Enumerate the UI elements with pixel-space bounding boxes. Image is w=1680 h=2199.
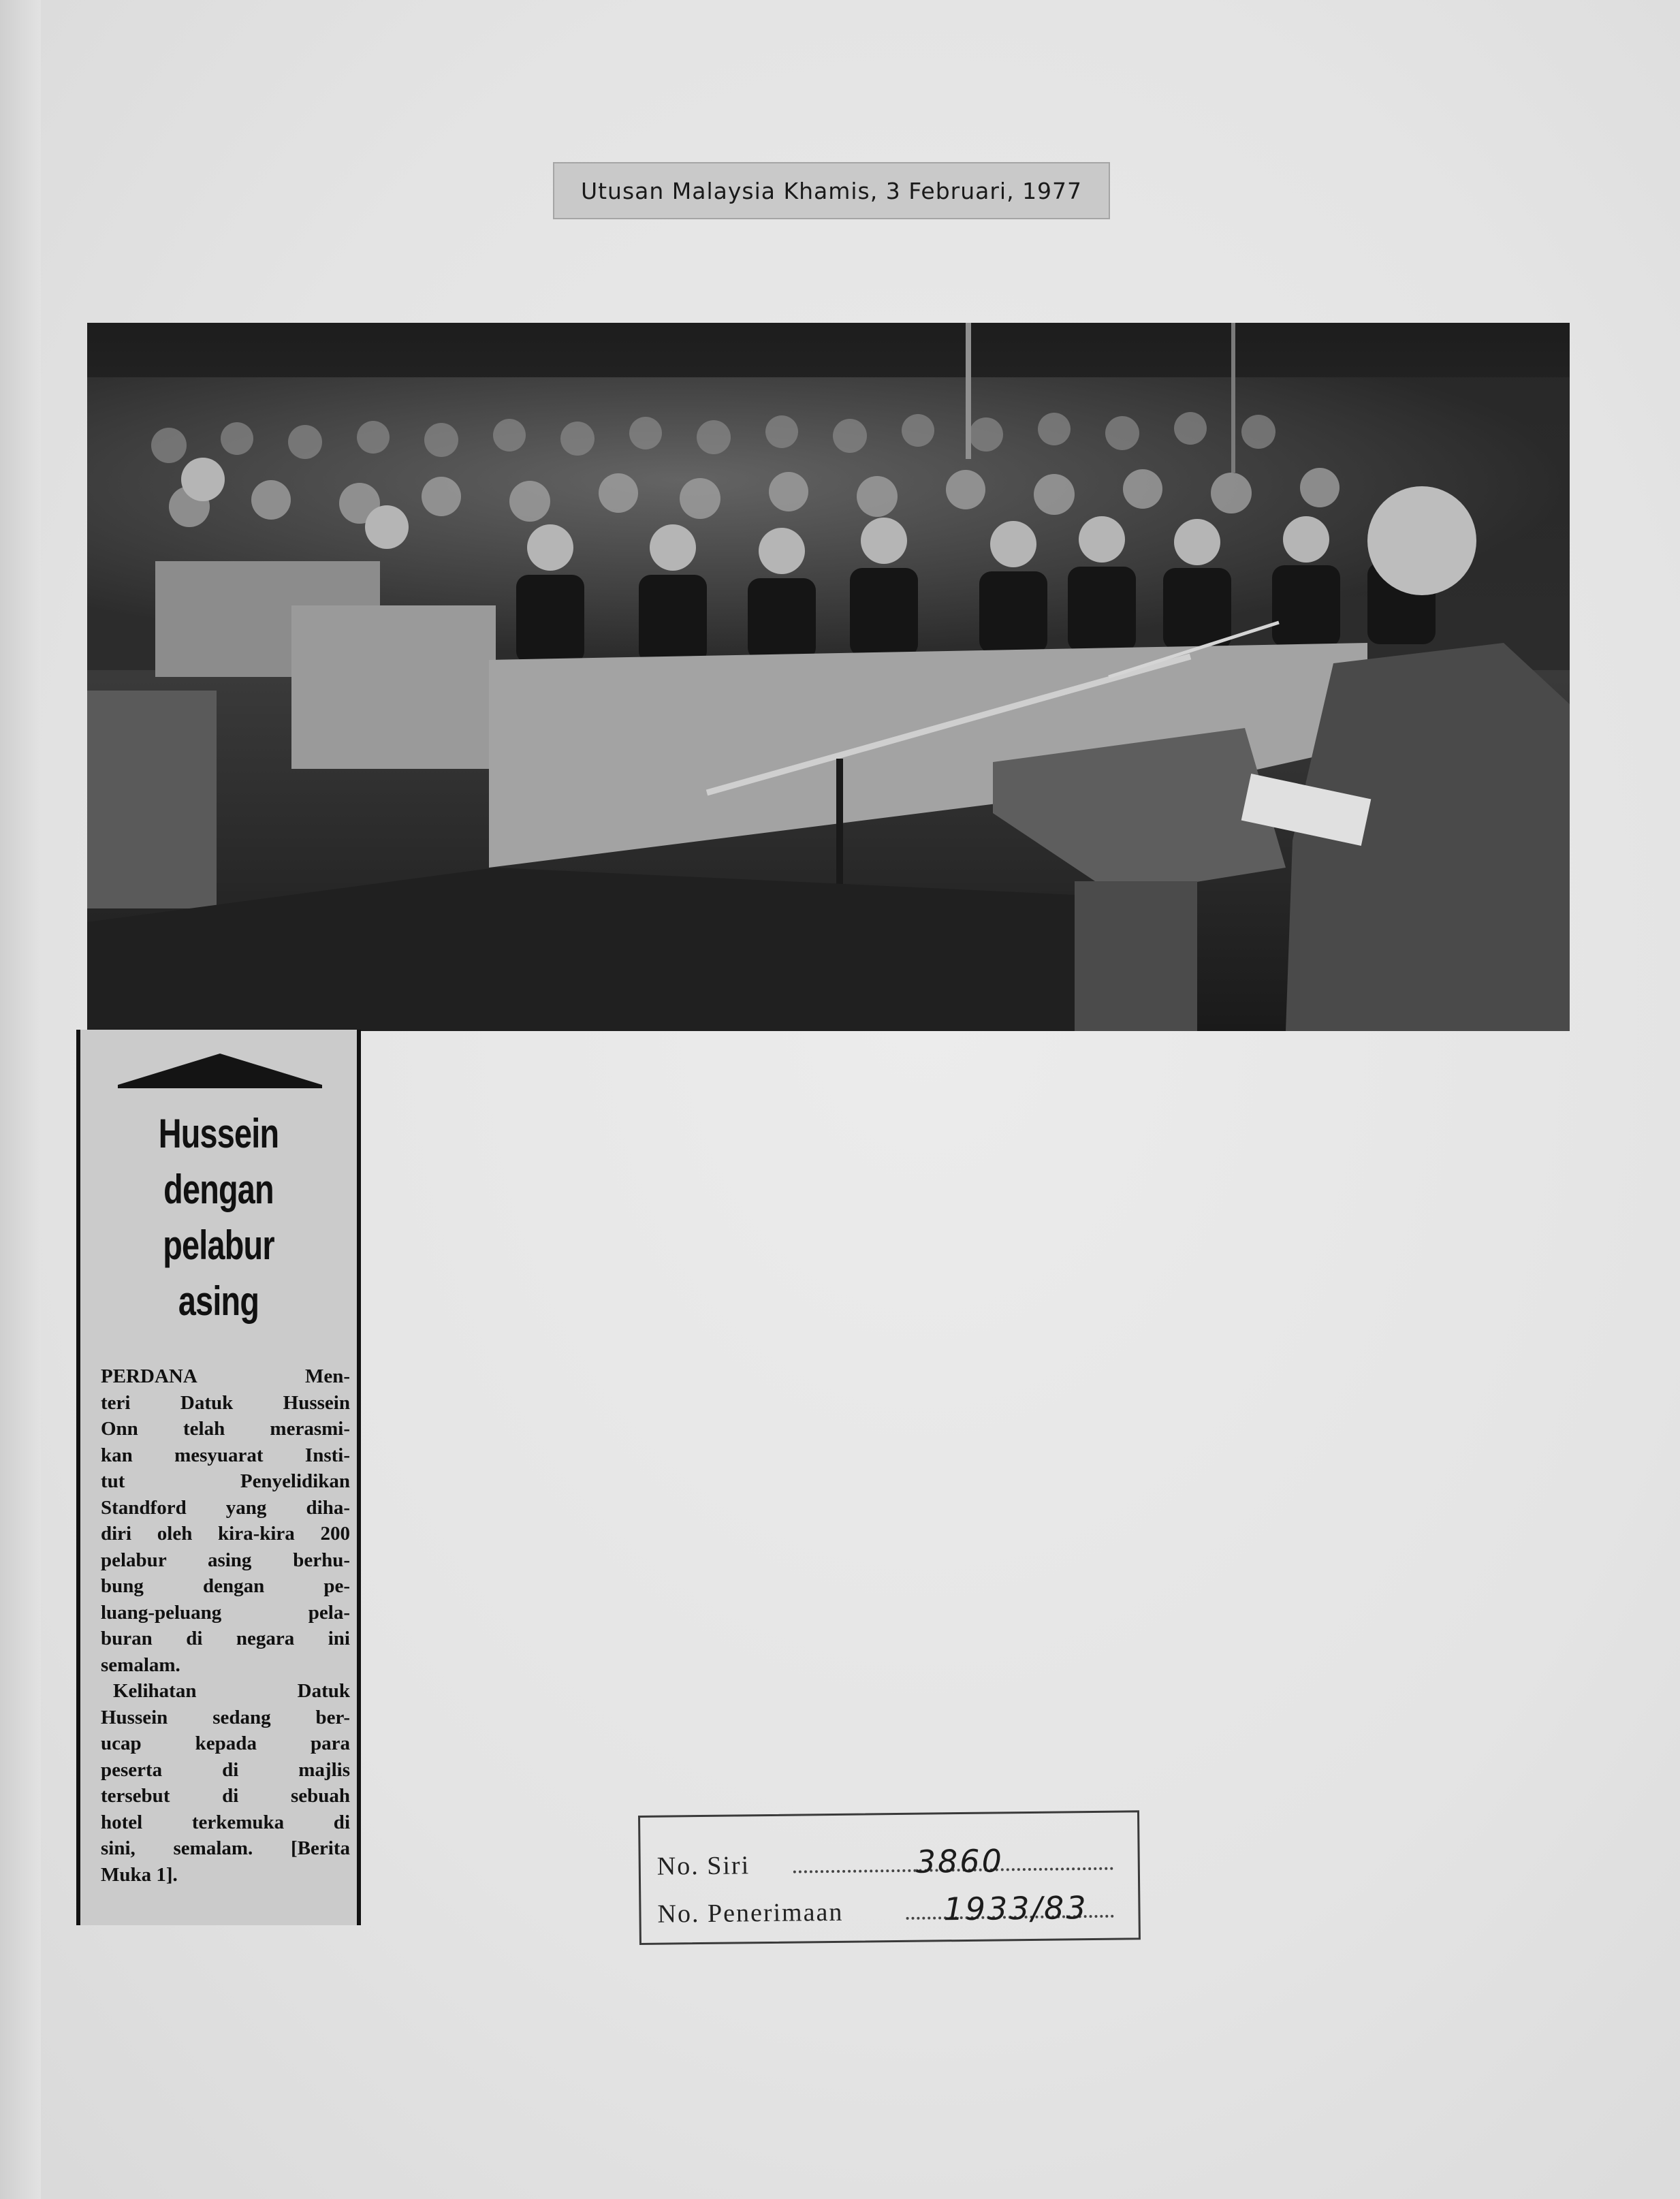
headline-line: pelabur [163, 1222, 274, 1268]
body-line: bung dengan pe- [101, 1575, 350, 1597]
body-line: buran di negara ini [101, 1628, 350, 1649]
body-line: Hussein sedang ber- [101, 1706, 350, 1728]
conference-photo [87, 323, 1570, 1031]
siri-value: 3860 [915, 1842, 1004, 1880]
stamp-row-penerimaan [657, 1888, 1121, 1933]
body-line: kan mesyuarat Insti- [101, 1444, 350, 1466]
body-line: tut Penyelidikan [101, 1470, 350, 1492]
body-line: Standford yang diha- [101, 1496, 350, 1519]
body-line: Muka 1]. [101, 1863, 178, 1886]
body-line: luang-peluang pela- [101, 1601, 350, 1624]
body-line: Kelihatan Datuk [113, 1680, 350, 1702]
body-line: pelabur asing berhu- [101, 1549, 350, 1571]
arrow-up-icon [118, 1054, 322, 1085]
siri-label: No. Siri [656, 1851, 750, 1881]
stamp-row-siri [656, 1840, 1120, 1886]
body-line: ucap kepada para [101, 1733, 350, 1754]
headline-line: asing [178, 1278, 259, 1324]
body-line: Onn telah merasmi- [101, 1418, 350, 1440]
article-headline [121, 1106, 315, 1329]
body-line: teri Datuk Hussein [101, 1391, 350, 1414]
archive-stamp [638, 1810, 1141, 1945]
body-line: tersebut di sebuah [101, 1785, 350, 1807]
conference-photo-icon [87, 323, 1570, 1031]
body-line: semalam. [101, 1654, 180, 1676]
article-column [76, 1030, 361, 1925]
penerimaan-value: 1933/83 [943, 1889, 1088, 1928]
article-body [101, 1363, 350, 1888]
penerimaan-label: No. Penerimaan [657, 1897, 844, 1929]
body-line: sini, semalam. [Berita [101, 1837, 350, 1859]
binding-shadow [0, 0, 41, 2199]
body-line: diri oleh kira-kira 200 [101, 1523, 350, 1545]
body-line: peserta di majlis [101, 1758, 350, 1781]
arrow-base-rule [118, 1085, 322, 1088]
newspaper-masthead: Utusan Malaysia Khamis, 3 Februari, 1977 [553, 162, 1110, 219]
body-line: hotel terkemuka di [101, 1811, 350, 1833]
headline-line: Hussein [158, 1111, 279, 1156]
body-line: PERDANA Men- [101, 1365, 350, 1387]
headline-line: dengan [163, 1167, 274, 1212]
